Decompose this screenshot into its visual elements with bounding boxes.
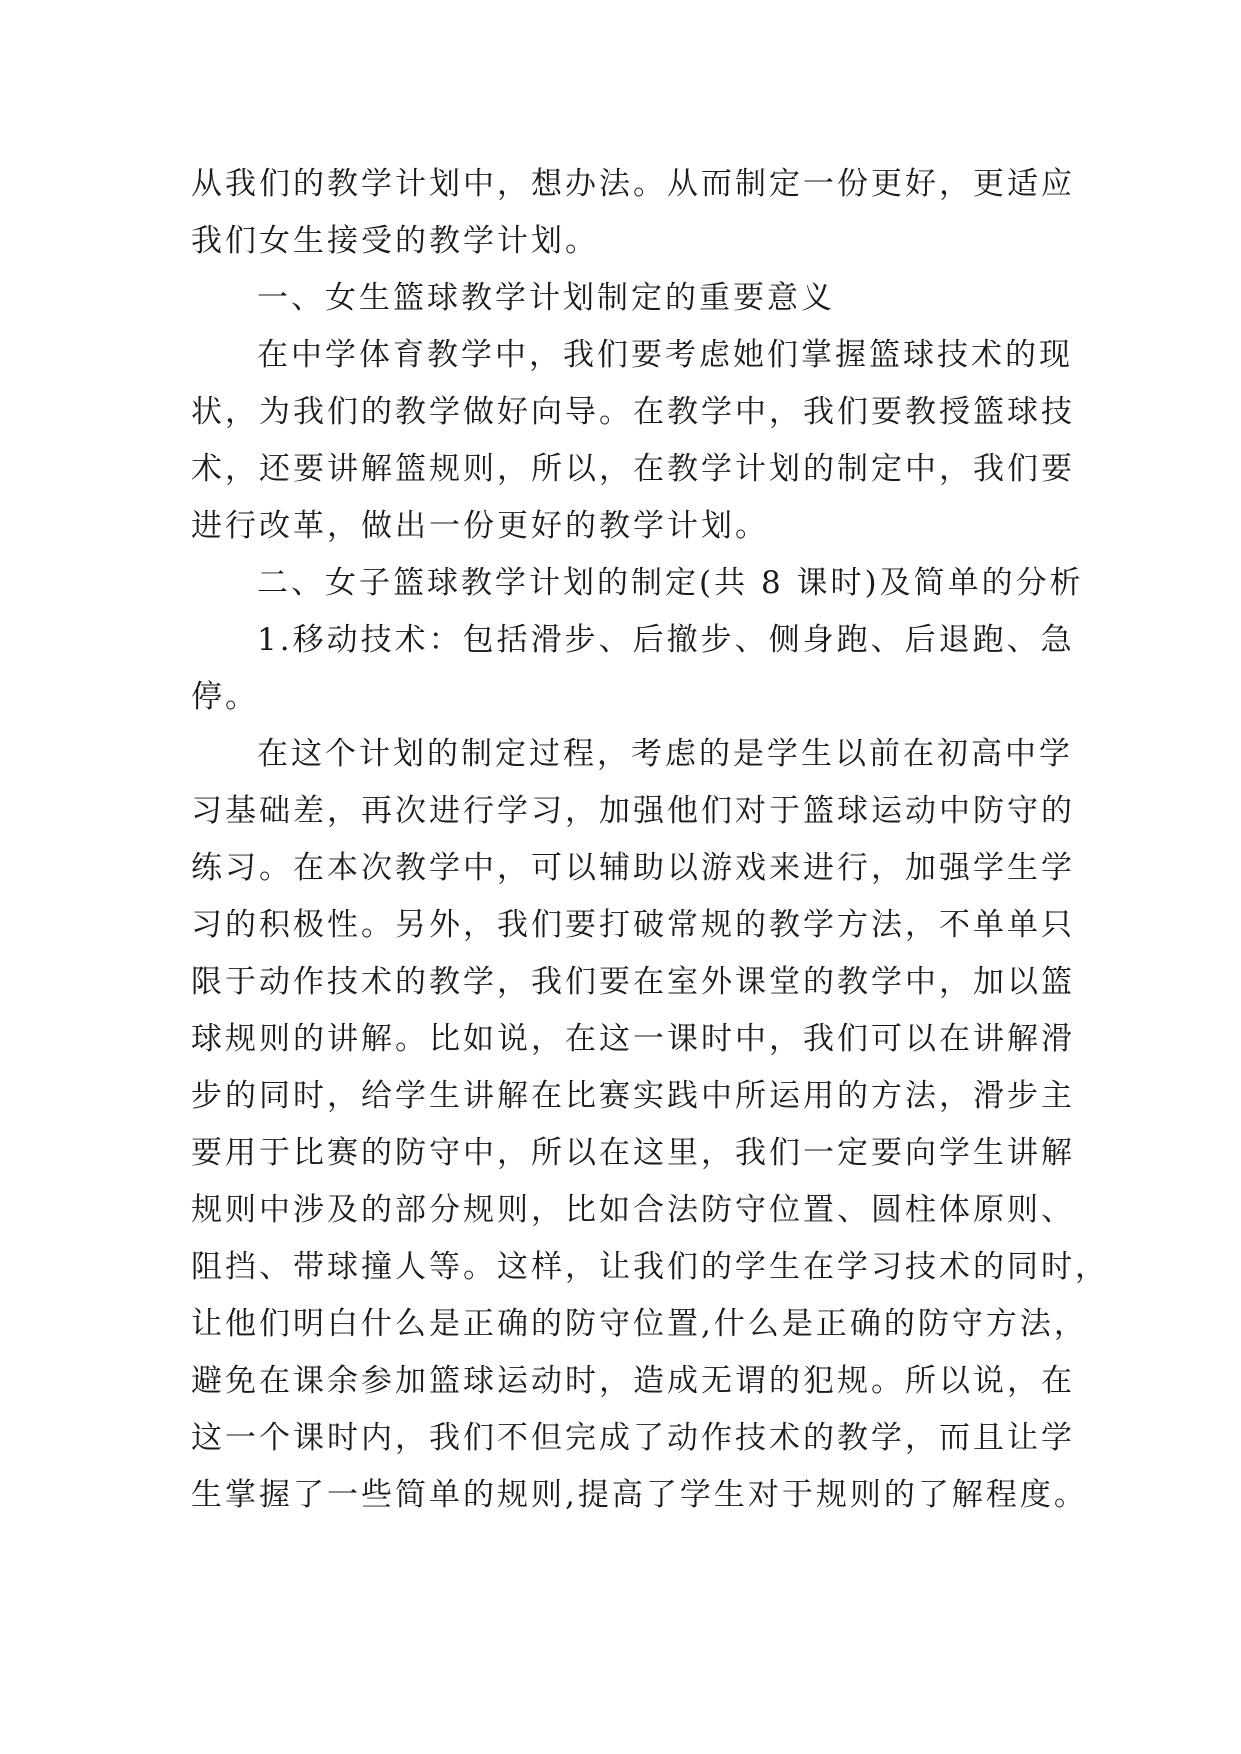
text-line: 让他们明白什么是正确的防守位置,什么是正确的防守方法， <box>191 1306 1088 1342</box>
text-line: 状，为我们的教学做好向导。在教学中，我们要教授篮球技 <box>191 394 1075 430</box>
text-line: 在这个计划的制定过程，考虑的是学生以前在初高中学 <box>257 736 1073 772</box>
text-line: 阻挡、带球撞人等。这样，让我们的学生在学习技术的同时， <box>191 1249 1109 1285</box>
text-line: 进行改革，做出一份更好的教学计划。 <box>191 508 769 544</box>
text-line: 生掌握了一些简单的规则,提高了学生对于规则的了解程度。 <box>191 1477 1088 1513</box>
text-line: 在中学体育教学中，我们要考虑她们掌握篮球技术的现 <box>257 337 1073 373</box>
text-line: 步的同时，给学生讲解在比赛实践中所运用的方法，滑步主 <box>191 1078 1075 1114</box>
text-line: 习基础差，再次进行学习，加强他们对于篮球运动中防守的 <box>191 793 1075 829</box>
text-line: 习的积极性。另外，我们要打破常规的教学方法，不单单只 <box>191 907 1075 943</box>
text-line: 术，还要讲解篮规则，所以，在教学计划的制定中，我们要 <box>191 451 1075 487</box>
text-line: 停。 <box>191 679 259 715</box>
text-line: 从我们的教学计划中，想办法。从而制定一份更好，更适应 <box>191 166 1075 202</box>
text-line: 要用于比赛的防守中，所以在这里，我们一定要向学生讲解 <box>191 1135 1075 1171</box>
text-line: 球规则的讲解。比如说，在这一课时中，我们可以在讲解滑 <box>191 1021 1075 1057</box>
document-body <box>191 156 1109 1524</box>
text-line: 规则中涉及的部分规则，比如合法防守位置、圆柱体原则、 <box>191 1192 1075 1228</box>
text-line: 这一个课时内，我们不但完成了动作技术的教学，而且让学 <box>191 1420 1075 1456</box>
text-line: 我们女生接受的教学计划。 <box>191 223 599 259</box>
text-line: 练习。在本次教学中，可以辅助以游戏来进行，加强学生学 <box>191 850 1075 886</box>
section-heading: 二、女子篮球教学计划的制定(共 8 课时)及简单的分析 <box>257 565 1084 601</box>
text-line: 限于动作技术的教学，我们要在室外课堂的教学中，加以篮 <box>191 964 1075 1000</box>
list-item: 1.移动技术：包括滑步、后撤步、侧身跑、后退跑、急 <box>257 622 1075 658</box>
section-heading: 一、女生篮球教学计划制定的重要意义 <box>257 280 835 316</box>
text-line: 避免在课余参加篮球运动时，造成无谓的犯规。所以说，在 <box>191 1363 1075 1399</box>
